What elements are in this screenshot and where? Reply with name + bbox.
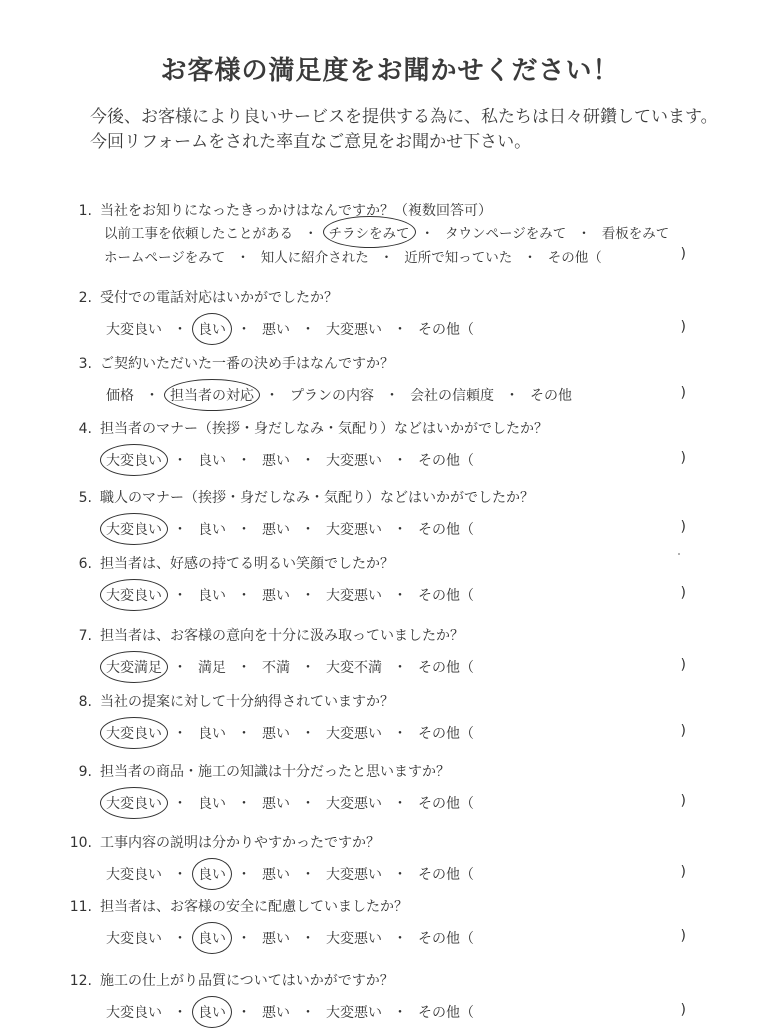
- option-separator: ・: [173, 453, 187, 469]
- option-separator: ・: [237, 867, 251, 883]
- question-number: 12.: [69, 973, 92, 989]
- question-text: [60, 896, 408, 916]
- answer-option-selected[interactable]: 良い: [196, 1002, 228, 1022]
- option-separator: ・: [393, 867, 407, 883]
- option-separator: ・: [393, 322, 407, 338]
- option-separator: ・: [393, 588, 407, 604]
- answer-option[interactable]: 良い: [198, 522, 226, 538]
- question-label: 施工の仕上がり品質についてはいかがですか？: [100, 973, 394, 989]
- option-separator: ・: [301, 453, 315, 469]
- question-text: [70, 553, 394, 573]
- question-text: [70, 200, 492, 220]
- answer-option-selected[interactable]: 大変良い: [104, 519, 164, 539]
- question-number: 2.: [78, 290, 92, 306]
- answer-option[interactable]: その他: [530, 388, 572, 404]
- answer-option-selected[interactable]: 担当者の対応: [168, 385, 256, 405]
- answer-option[interactable]: 大変悪い: [326, 522, 382, 538]
- option-separator: ・: [173, 588, 187, 604]
- option-separator: ・: [173, 931, 187, 947]
- option-separator: ・: [173, 796, 187, 812]
- other-closing-paren: ): [680, 793, 686, 809]
- answer-option[interactable]: その他（: [418, 796, 474, 812]
- answer-option[interactable]: その他（: [418, 322, 474, 338]
- option-separator: ・: [301, 796, 315, 812]
- question-text: [60, 832, 380, 852]
- answer-option-selected[interactable]: チラシをみて: [327, 222, 412, 242]
- question-number: 3.: [78, 356, 92, 372]
- answer-option[interactable]: 悪い: [262, 726, 290, 742]
- question-label: 受付での電話対応はいかがでしたか？: [100, 290, 338, 306]
- question-text: [70, 353, 394, 373]
- answer-option[interactable]: 看板をみて: [601, 226, 670, 242]
- answer-option[interactable]: 大変良い: [106, 931, 162, 947]
- answer-option[interactable]: その他（: [418, 588, 474, 604]
- option-separator: ・: [301, 931, 315, 947]
- answer-options-row: [104, 519, 476, 539]
- question-number: 11.: [69, 899, 92, 915]
- option-separator: ・: [173, 867, 187, 883]
- question-number: 7.: [78, 628, 92, 644]
- other-closing-paren: ): [680, 246, 686, 262]
- option-separator: ・: [301, 660, 315, 676]
- answer-options-row: [104, 319, 476, 339]
- answer-option-selected[interactable]: 良い: [196, 928, 228, 948]
- option-separator: ・: [393, 796, 407, 812]
- answer-option[interactable]: 近所で知っていた: [404, 250, 513, 266]
- option-separator: ・: [301, 522, 315, 538]
- answer-option[interactable]: その他（: [418, 522, 474, 538]
- answer-option[interactable]: 良い: [198, 453, 226, 469]
- answer-options-row: [104, 928, 476, 948]
- answer-option[interactable]: その他（: [418, 453, 474, 469]
- answer-option[interactable]: 大変悪い: [326, 796, 382, 812]
- answer-option-selected[interactable]: 良い: [196, 319, 228, 339]
- answer-option[interactable]: 悪い: [262, 322, 290, 338]
- answer-options-row: [104, 793, 476, 813]
- option-separator: ・: [301, 1005, 315, 1021]
- question-number: 4.: [78, 421, 92, 437]
- question-text: [70, 761, 450, 781]
- option-separator: ・: [173, 726, 187, 742]
- answer-option[interactable]: 大変悪い: [326, 1005, 382, 1021]
- question-label: 当社の提案に対して十分納得されていますか？: [100, 694, 394, 710]
- answer-option[interactable]: タウンページをみて: [445, 226, 567, 242]
- answer-option[interactable]: 悪い: [262, 522, 290, 538]
- question-text: [70, 287, 338, 307]
- option-separator: ・: [145, 388, 159, 404]
- option-separator: ・: [523, 250, 537, 266]
- answer-option[interactable]: 悪い: [262, 867, 290, 883]
- answer-option[interactable]: プランの内容: [290, 388, 374, 404]
- answer-option[interactable]: その他（: [418, 726, 474, 742]
- question-number: 8.: [78, 694, 92, 710]
- question-text: [60, 970, 394, 990]
- question-label: 当社をお知りになったきっかけはなんですか？（複数回答可）: [100, 203, 492, 219]
- answer-option[interactable]: 悪い: [262, 453, 290, 469]
- answer-option[interactable]: 大変悪い: [326, 453, 382, 469]
- answer-options-row: [102, 222, 671, 242]
- other-closing-paren: ): [680, 519, 686, 535]
- question-text: [70, 625, 464, 645]
- option-separator: ・: [393, 453, 407, 469]
- option-separator: ・: [385, 388, 399, 404]
- option-separator: ・: [393, 660, 407, 676]
- option-separator: ・: [304, 226, 318, 242]
- option-separator: ・: [301, 322, 315, 338]
- option-separator: ・: [237, 1005, 251, 1021]
- option-separator: ・: [237, 931, 251, 947]
- other-closing-paren: ): [680, 928, 686, 944]
- option-separator: ・: [173, 1005, 187, 1021]
- answer-option[interactable]: 大変悪い: [326, 931, 382, 947]
- answer-options-row: [104, 657, 476, 677]
- other-closing-paren: ): [680, 864, 686, 880]
- answer-options-row: [104, 723, 476, 743]
- question-label: 担当者は、好感の持てる明るい笑顔でしたか？: [100, 556, 394, 572]
- option-separator: ・: [237, 522, 251, 538]
- option-separator: ・: [265, 388, 279, 404]
- option-separator: ・: [505, 388, 519, 404]
- option-separator: ・: [393, 1005, 407, 1021]
- option-separator: ・: [173, 660, 187, 676]
- answer-option[interactable]: ホームページをみて: [104, 250, 226, 266]
- answer-option-selected[interactable]: 大変良い: [104, 793, 164, 813]
- other-closing-paren: ): [680, 450, 686, 466]
- question-label: 担当者は、お客様の安全に配慮していましたか？: [100, 899, 408, 915]
- option-separator: ・: [236, 250, 250, 266]
- answer-option-selected[interactable]: 良い: [196, 864, 228, 884]
- question-text: [70, 691, 394, 711]
- option-separator: ・: [237, 796, 251, 812]
- answer-option[interactable]: 良い: [198, 796, 226, 812]
- answer-option-selected[interactable]: 大変良い: [104, 585, 164, 605]
- answer-options-row: [104, 585, 476, 605]
- option-separator: ・: [393, 931, 407, 947]
- question-label: 工事内容の説明は分かりやすかったですか？: [100, 835, 380, 851]
- answer-option[interactable]: 大変良い: [106, 867, 162, 883]
- option-separator: ・: [237, 322, 251, 338]
- answer-options-row: [104, 1002, 476, 1022]
- question-label: 職人のマナー（挨拶・身だしなみ・気配り）などはいかがでしたか？: [100, 490, 534, 506]
- answer-option[interactable]: その他（: [418, 931, 474, 947]
- other-closing-paren: ): [680, 723, 686, 739]
- answer-option[interactable]: 知人に紹介された: [260, 250, 369, 266]
- answer-option[interactable]: 会社の信頼度: [410, 388, 494, 404]
- answer-options-row: [104, 864, 476, 884]
- answer-options-row: [104, 450, 476, 470]
- answer-option[interactable]: 悪い: [262, 1005, 290, 1021]
- answer-option-selected[interactable]: 大変良い: [104, 450, 164, 470]
- answer-option[interactable]: 悪い: [262, 588, 290, 604]
- answer-option[interactable]: 以前工事を依頼したことがある: [104, 226, 293, 242]
- answer-option[interactable]: 良い: [198, 726, 226, 742]
- answer-option[interactable]: 悪い: [262, 931, 290, 947]
- option-separator: ・: [301, 588, 315, 604]
- option-separator: ・: [393, 522, 407, 538]
- answer-option[interactable]: 良い: [198, 588, 226, 604]
- question-label: 担当者の商品・施工の知識は十分だったと思いますか？: [100, 764, 450, 780]
- question-number: 10.: [69, 835, 92, 851]
- answer-option[interactable]: その他（: [418, 660, 474, 676]
- answer-option[interactable]: その他（: [418, 1005, 474, 1021]
- question-number: 1.: [78, 203, 92, 219]
- answer-option[interactable]: その他（: [547, 250, 602, 266]
- option-separator: ・: [301, 867, 315, 883]
- other-closing-paren: ): [680, 585, 686, 601]
- answer-option[interactable]: 大変良い: [106, 322, 162, 338]
- other-closing-paren: ): [680, 319, 686, 335]
- option-separator: ・: [393, 726, 407, 742]
- answer-option[interactable]: 満足: [198, 660, 226, 676]
- answer-option[interactable]: 大変悪い: [326, 322, 382, 338]
- option-separator: ・: [173, 522, 187, 538]
- answer-option[interactable]: 価格: [106, 388, 134, 404]
- answer-option[interactable]: 大変不満: [326, 660, 382, 676]
- answer-option[interactable]: 大変悪い: [326, 726, 382, 742]
- question-label: 担当者のマナー（挨拶・身だしなみ・気配り）などはいかがでしたか？: [100, 421, 548, 437]
- option-separator: ・: [173, 322, 187, 338]
- other-closing-paren: ): [680, 385, 686, 401]
- answer-option[interactable]: 大変悪い: [326, 867, 382, 883]
- answer-option-selected[interactable]: 大変満足: [104, 657, 164, 677]
- answer-option-selected[interactable]: 大変良い: [104, 723, 164, 743]
- option-separator: ・: [577, 226, 591, 242]
- other-closing-paren: ): [680, 1002, 686, 1018]
- question-text: [70, 487, 534, 507]
- intro-text: 今後、お客様により良いサービスを提供する為に、私たちは日々研鑽しています。今回リフォームをされた率直なご意見をお聞かせ下さい。: [90, 107, 718, 152]
- question-number: 9.: [78, 764, 92, 780]
- answer-options-row: [104, 385, 574, 405]
- option-separator: ・: [237, 726, 251, 742]
- option-separator: ・: [237, 453, 251, 469]
- scan-speck: [678, 553, 680, 555]
- answer-option[interactable]: 不満: [262, 660, 290, 676]
- question-number: 6.: [78, 556, 92, 572]
- option-separator: ・: [237, 660, 251, 676]
- option-separator: ・: [420, 226, 434, 242]
- answer-option[interactable]: 大変悪い: [326, 588, 382, 604]
- answer-option[interactable]: 大変良い: [106, 1005, 162, 1021]
- question-number: 5.: [78, 490, 92, 506]
- answer-option[interactable]: 悪い: [262, 796, 290, 812]
- answer-option[interactable]: その他（: [418, 867, 474, 883]
- answer-options-row: [102, 246, 604, 266]
- question-text: [70, 418, 548, 438]
- option-separator: ・: [237, 588, 251, 604]
- other-closing-paren: ): [680, 657, 686, 673]
- question-label: 担当者は、お客様の意向を十分に汲み取っていましたか？: [100, 628, 464, 644]
- option-separator: ・: [301, 726, 315, 742]
- question-label: ご契約いただいた一番の決め手はなんですか？: [100, 356, 394, 372]
- option-separator: ・: [379, 250, 394, 266]
- page-title: お客様の満足度をお聞かせください！: [160, 56, 620, 86]
